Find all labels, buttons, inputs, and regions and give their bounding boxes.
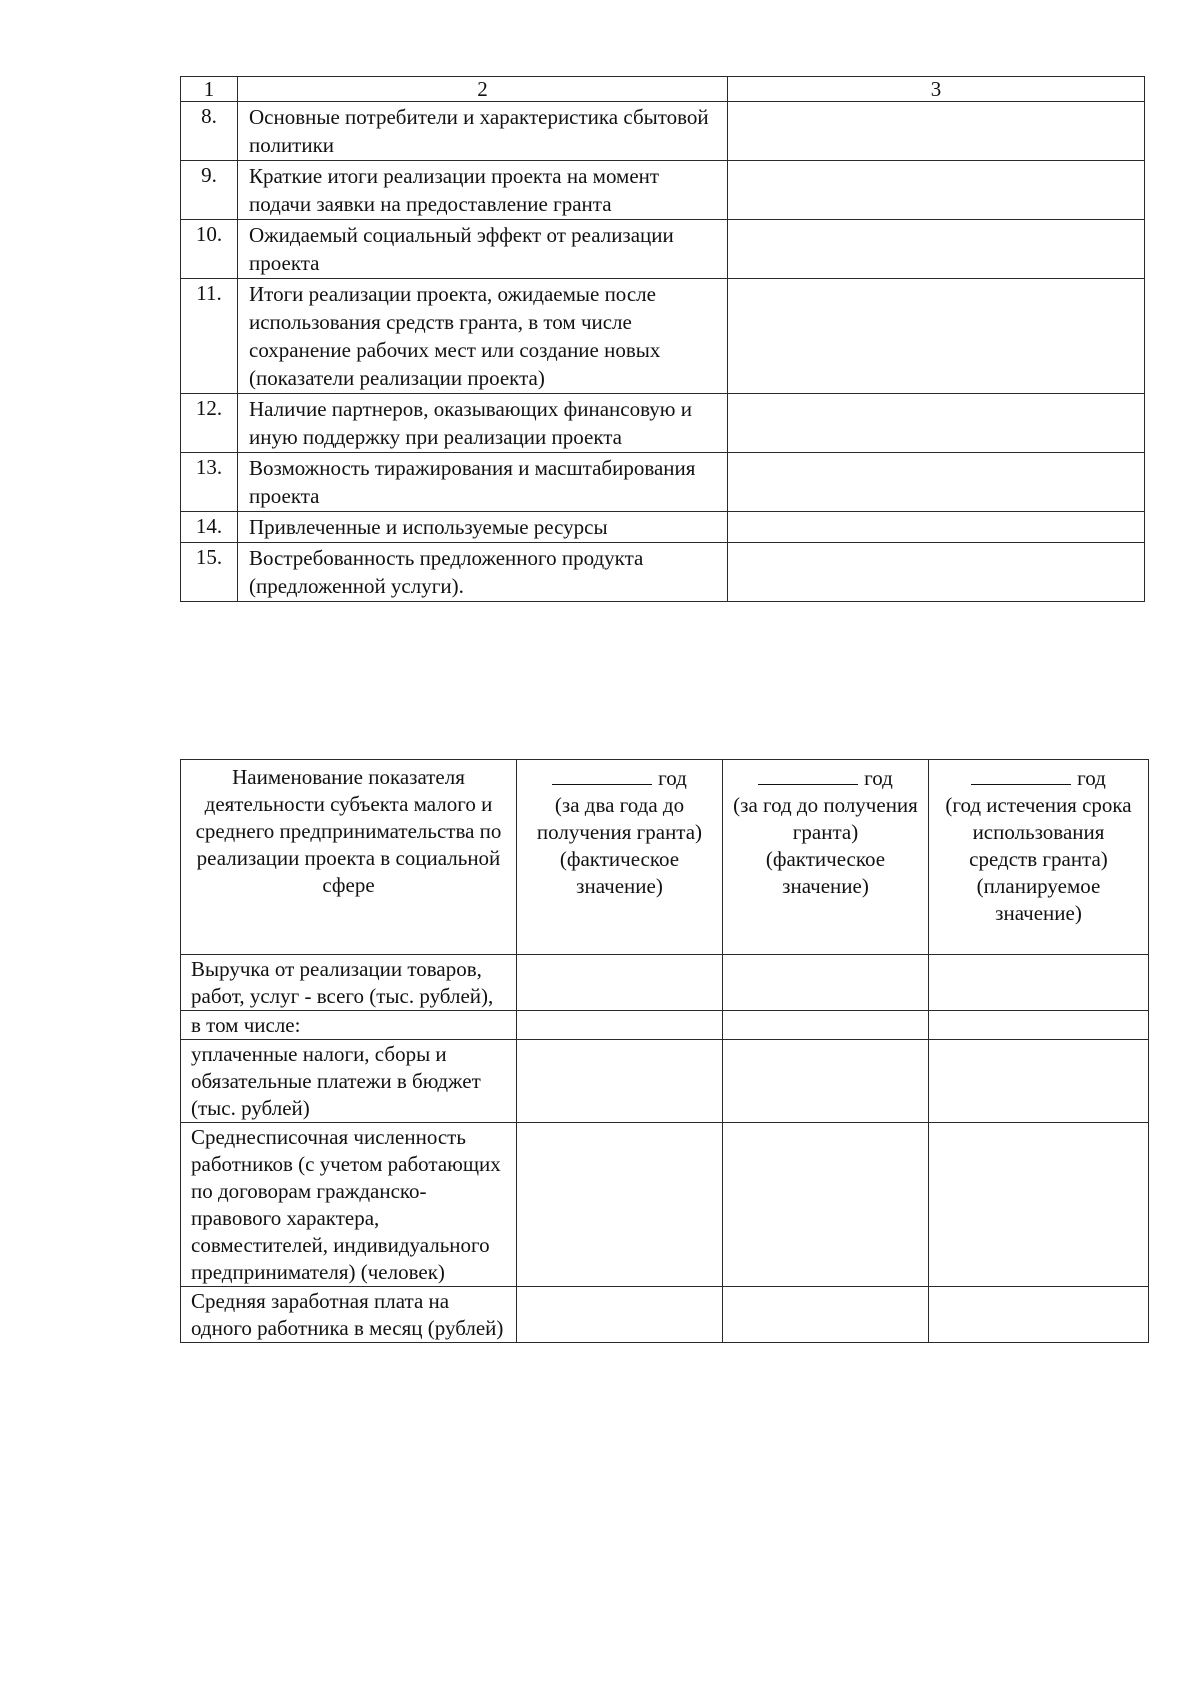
table-header-row: [181, 77, 1145, 102]
value-cell[interactable]: [723, 955, 929, 1011]
row-description: Наличие партнеров, оказывающих финансовую и иную поддержку при реализации проекта: [238, 394, 728, 453]
row-value-cell[interactable]: [728, 161, 1145, 220]
header-cell-3: 3: [728, 77, 1145, 102]
row-number: 15.: [181, 543, 238, 602]
table-row: [181, 161, 1145, 220]
indicator-name-header: Наименование показателя деятельности субъекта малого и среднего предпринимательства по реализации проекта в социальной сфере: [181, 760, 517, 955]
row-number: 11.: [181, 279, 238, 394]
row-description: Итоги реализации проекта, ожидаемые после использования средств гранта, в том числе сохранение рабочих мест или создание новых (показатели реализации проекта): [238, 279, 728, 394]
row-description: Привлеченные и используемые ресурсы: [238, 512, 728, 543]
value-cell[interactable]: [929, 955, 1149, 1011]
row-description: Основные потребители и характеристика сбытовой политики: [238, 102, 728, 161]
table-row: [181, 394, 1145, 453]
row-number: 9.: [181, 161, 238, 220]
value-cell[interactable]: [723, 1011, 929, 1040]
table-row: [181, 512, 1145, 543]
value-cell[interactable]: [929, 1287, 1149, 1343]
indicator-label: Выручка от реализации товаров, работ, услуг - всего (тыс. рублей),: [181, 955, 517, 1011]
indicators-header-row: [181, 760, 1149, 955]
indicator-label: Средняя заработная плата на одного работника в месяц (рублей): [181, 1287, 517, 1343]
table-row: [181, 1011, 1149, 1040]
value-cell[interactable]: [723, 1123, 929, 1287]
row-description: Возможность тиражирования и масштабирования проекта: [238, 453, 728, 512]
row-description: Краткие итоги реализации проекта на момент подачи заявки на предоставление гранта: [238, 161, 728, 220]
year-line: [731, 764, 920, 792]
value-cell[interactable]: [517, 1040, 723, 1123]
project-info-table: [180, 76, 1145, 602]
table-row: [181, 220, 1145, 279]
row-value-cell[interactable]: [728, 512, 1145, 543]
row-number: 14.: [181, 512, 238, 543]
row-value-cell[interactable]: [728, 543, 1145, 602]
header-cell-2: 2: [238, 77, 728, 102]
row-number: 12.: [181, 394, 238, 453]
row-number: 10.: [181, 220, 238, 279]
row-number: 13.: [181, 453, 238, 512]
row-value-cell[interactable]: [728, 220, 1145, 279]
year-blank-field[interactable]: [552, 764, 652, 785]
row-value-cell[interactable]: [728, 394, 1145, 453]
year-label: год: [864, 766, 893, 790]
year-note: (год истечения срока использования средств гранта) (планируемое значение): [945, 793, 1132, 925]
year-blank-field[interactable]: [971, 764, 1071, 785]
table-row: [181, 1040, 1149, 1123]
value-cell[interactable]: [723, 1287, 929, 1343]
row-description: Ожидаемый социальный эффект от реализации проекта: [238, 220, 728, 279]
table-row: [181, 1123, 1149, 1287]
indicators-table: [180, 759, 1149, 1343]
year-note: (за два года до получения гранта) (фактическое значение): [536, 793, 703, 898]
table-row: [181, 1287, 1149, 1343]
year-label: год: [658, 766, 687, 790]
table-row: [181, 955, 1149, 1011]
table-row: [181, 102, 1145, 161]
value-cell[interactable]: [929, 1123, 1149, 1287]
header-cell-1: 1: [181, 77, 238, 102]
value-cell[interactable]: [517, 955, 723, 1011]
indicator-label: Среднесписочная численность работников (с учетом работающих по договорам гражданско-правового характера, совместителей, индивидуального предпринимателя) (человек): [181, 1123, 517, 1287]
indicator-label: уплаченные налоги, сборы и обязательные платежи в бюджет (тыс. рублей): [181, 1040, 517, 1123]
year-blank-field[interactable]: [758, 764, 858, 785]
value-cell[interactable]: [723, 1040, 929, 1123]
year-header-grant-expiry: [929, 760, 1149, 955]
value-cell[interactable]: [517, 1123, 723, 1287]
value-cell[interactable]: [517, 1011, 723, 1040]
row-value-cell[interactable]: [728, 279, 1145, 394]
year-line: [525, 764, 714, 792]
indicator-label: в том числе:: [181, 1011, 517, 1040]
table-row: [181, 279, 1145, 394]
table-row: [181, 453, 1145, 512]
row-value-cell[interactable]: [728, 453, 1145, 512]
row-value-cell[interactable]: [728, 102, 1145, 161]
row-description: Востребованность предложенного продукта (предложенной услуги).: [238, 543, 728, 602]
value-cell[interactable]: [929, 1011, 1149, 1040]
row-number: 8.: [181, 102, 238, 161]
year-line: [937, 764, 1140, 792]
year-header-one-year-before: [723, 760, 929, 955]
year-label: год: [1077, 766, 1106, 790]
value-cell[interactable]: [929, 1040, 1149, 1123]
year-note: (за год до получения гранта) (фактическое значение): [733, 793, 918, 898]
value-cell[interactable]: [517, 1287, 723, 1343]
year-header-two-years-before: [517, 760, 723, 955]
table-row: [181, 543, 1145, 602]
